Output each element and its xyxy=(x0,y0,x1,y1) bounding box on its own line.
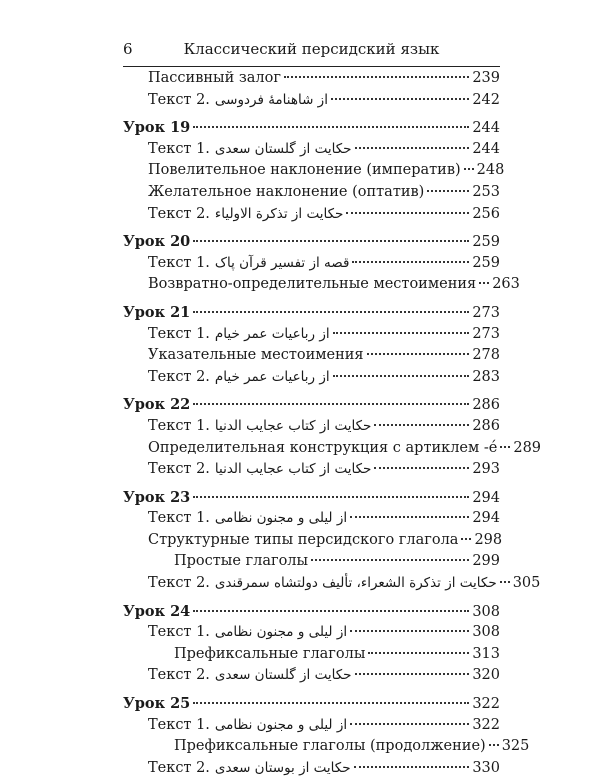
dot-leader xyxy=(193,403,469,405)
toc-entry-persian-title: از لیلی و مجنون نظامی xyxy=(214,510,348,527)
toc-entry-title xyxy=(123,695,190,712)
dot-leader xyxy=(355,673,470,675)
dot-leader xyxy=(500,581,510,583)
toc-entry-row xyxy=(123,141,500,163)
toc-entry-label: Префиксальные глаголы (продолжение) xyxy=(174,738,486,755)
toc-page-number: 308 xyxy=(472,624,500,641)
toc-entry-title xyxy=(148,510,347,526)
toc-entry-row xyxy=(123,206,500,228)
toc-page-number: 263 xyxy=(492,276,520,293)
toc-entry-row xyxy=(123,326,500,348)
page-header xyxy=(123,40,500,67)
toc-entry-label: Текст 1. xyxy=(148,624,210,641)
toc-entry-title xyxy=(148,326,330,342)
toc-lesson-row xyxy=(123,603,500,625)
dot-leader xyxy=(284,76,469,78)
toc-lesson-row xyxy=(123,396,500,418)
toc-entry-title xyxy=(148,141,352,157)
dot-leader xyxy=(354,766,470,768)
toc-lesson-row xyxy=(123,489,500,511)
toc-entry-row xyxy=(123,162,505,184)
toc-page-number: 256 xyxy=(472,205,500,222)
dot-leader xyxy=(352,261,469,263)
toc-entry-title xyxy=(123,603,190,620)
dot-leader xyxy=(479,282,489,284)
dot-leader xyxy=(331,98,469,100)
toc-entry-persian-title: حکایت از تذکرة الشعراء، تألیف دولتشاه سمرقندی xyxy=(214,575,497,592)
toc-page-number: 308 xyxy=(472,603,500,620)
toc-entry-title xyxy=(148,461,371,477)
toc-entry-row xyxy=(123,418,500,440)
toc-entry-row xyxy=(123,624,500,646)
toc-entry-label: Текст 1. xyxy=(148,716,210,733)
toc-entry-persian-title: حکایت از کتاب عجایب الدنیا xyxy=(214,461,372,478)
toc-entry-title xyxy=(148,717,347,733)
toc-entry-label: Текст 2. xyxy=(148,205,210,222)
toc-lesson-row xyxy=(123,304,500,326)
toc-entry-title xyxy=(148,70,281,86)
toc-entry-label: Текст 1. xyxy=(148,417,210,434)
dot-leader xyxy=(350,723,469,725)
toc-entry-title xyxy=(148,667,352,683)
toc-entry-row xyxy=(123,575,541,597)
running-title: Классический персидский язык xyxy=(183,40,440,58)
toc-entry-label: Простые глаголы xyxy=(174,553,309,570)
toc-entry-persian-title: قصه از تفسیر قرآن پاک xyxy=(214,254,350,271)
toc-entry-row xyxy=(123,510,500,532)
toc-entry-label: Урок 19 xyxy=(123,119,191,137)
dot-leader xyxy=(464,168,474,170)
toc-entry-label: Указательные местоимения xyxy=(148,347,364,364)
dot-leader xyxy=(461,538,471,540)
toc-page-number: 248 xyxy=(476,162,505,179)
toc-entry-title xyxy=(148,760,351,776)
toc-page-number: 325 xyxy=(501,738,530,755)
toc-entry-title xyxy=(148,440,497,456)
toc-entry-persian-title: حکایت از بوستان سعدی xyxy=(214,759,351,776)
toc-entry-label: Префиксальные глаголы xyxy=(174,645,366,662)
toc-entry-label: Урок 22 xyxy=(123,396,191,414)
toc-page-number: 273 xyxy=(472,304,500,321)
toc-entry-title xyxy=(123,119,190,136)
toc-entry-label: Урок 25 xyxy=(123,695,191,713)
toc-page-number: 322 xyxy=(472,716,500,733)
toc-page-number: 239 xyxy=(472,70,500,86)
toc-page-number: 286 xyxy=(472,397,500,414)
toc-page-number: 320 xyxy=(472,667,500,684)
toc-entry-title xyxy=(123,396,190,413)
toc-entry-label: Повелительное наклонение (императив) xyxy=(148,162,461,179)
toc-entry-row xyxy=(123,760,500,781)
dot-leader xyxy=(427,190,469,192)
toc-entry-label: Урок 23 xyxy=(123,488,191,506)
dot-leader xyxy=(193,311,469,313)
toc-lesson-row xyxy=(123,695,500,717)
toc-entry-title xyxy=(148,206,343,222)
toc-entry-row xyxy=(123,276,520,298)
toc-entry-row xyxy=(123,553,500,575)
toc-entry-title xyxy=(148,347,364,363)
dot-leader xyxy=(193,496,469,498)
toc-entry-label: Текст 1. xyxy=(148,510,210,527)
dot-leader xyxy=(193,702,469,704)
toc-entry-title xyxy=(148,255,349,271)
toc-entry-label: Структурные типы персидского глагола xyxy=(148,531,459,548)
dot-leader xyxy=(368,652,469,654)
toc-page-number: 299 xyxy=(472,553,500,570)
toc-entry-persian-title: حکایت از گلستان سعدی xyxy=(214,140,352,157)
toc-entry-row xyxy=(123,646,500,668)
toc-entry-label: Текст 2. xyxy=(148,461,210,478)
toc-page-number: 322 xyxy=(472,696,500,713)
toc-entry-row xyxy=(123,70,500,92)
toc-page-number: 293 xyxy=(472,461,500,478)
toc-entry-label: Текст 2. xyxy=(148,575,210,592)
dot-leader xyxy=(193,126,469,128)
toc-page-number: 244 xyxy=(472,120,500,137)
toc-lesson-row xyxy=(123,119,500,141)
toc-entry-label: Текст 2. xyxy=(148,759,210,776)
dot-leader xyxy=(500,446,510,448)
toc-page-number: 289 xyxy=(513,439,542,456)
toc-page-number: 278 xyxy=(472,347,500,364)
toc-entry-persian-title: از شاهنامهٔ فردوسی xyxy=(214,91,328,108)
toc-entry-title xyxy=(174,553,308,569)
toc-entry-title xyxy=(123,489,190,506)
toc-entry-persian-title: حکایت از کتاب عجایب الدنیا xyxy=(214,417,372,434)
toc-page-number: 286 xyxy=(472,417,500,434)
toc-page-number: 259 xyxy=(472,254,500,271)
toc-entry-label: Определительная конструкция с артиклем -é xyxy=(148,439,498,456)
toc-entry-row xyxy=(123,255,500,277)
toc-entry-row xyxy=(123,738,530,760)
toc-entry-row xyxy=(123,184,500,206)
dot-leader xyxy=(374,467,469,469)
toc-entry-label: Урок 24 xyxy=(123,602,191,620)
dot-leader xyxy=(193,240,469,242)
dot-leader xyxy=(489,744,499,746)
toc-entry-title xyxy=(148,162,461,178)
toc-entry-label: Текст 1. xyxy=(148,140,210,157)
toc-entry-row xyxy=(123,369,500,391)
toc-entry-title xyxy=(148,624,347,640)
toc-page-number: 283 xyxy=(472,368,500,385)
toc-page-number: 244 xyxy=(472,140,500,157)
toc-entry-label: Желательное наклонение (оптатив) xyxy=(148,183,425,200)
dot-leader xyxy=(333,332,470,334)
toc-entry-title xyxy=(148,575,497,591)
toc-entry-title xyxy=(148,184,424,200)
toc-page-number: 273 xyxy=(472,325,500,342)
dot-leader xyxy=(355,147,470,149)
toc-page-number: 253 xyxy=(472,183,500,200)
toc-entry-title xyxy=(148,369,330,385)
toc-entry-label: Урок 20 xyxy=(123,233,191,251)
toc-page-number: 298 xyxy=(474,531,503,548)
toc-entry-row xyxy=(123,531,503,554)
toc-entry-row xyxy=(123,717,500,739)
page-number: 6 xyxy=(123,40,133,58)
toc-entry-persian-title: از لیلی و مجنون نظامی xyxy=(214,716,348,733)
toc-entry-label: Возвратно-определительные местоимения xyxy=(148,276,477,293)
toc-entry-persian-title: حکایت از گلستان سعدی xyxy=(214,667,352,684)
toc-entry-title xyxy=(148,92,328,108)
toc-page-number: 294 xyxy=(472,489,500,506)
dot-leader xyxy=(193,610,469,612)
toc-entry-persian-title: حکایت از تذکرة الاولیاء xyxy=(214,205,344,222)
toc-entry-title xyxy=(123,304,190,321)
toc-entry-title xyxy=(148,418,371,434)
table-of-contents xyxy=(123,70,542,781)
toc-entry-title xyxy=(174,646,365,662)
toc-entry-row xyxy=(123,92,500,114)
toc-entry-label: Пассивный залог xyxy=(148,70,281,86)
dot-leader xyxy=(367,353,470,355)
toc-entry-label: Текст 2. xyxy=(148,91,210,108)
dot-leader xyxy=(374,424,469,426)
toc-entry-row xyxy=(123,667,500,689)
toc-entry-label: Урок 21 xyxy=(123,303,191,321)
toc-page-number: 294 xyxy=(472,510,500,527)
toc-entry-persian-title: از رباعیات عمر خیام xyxy=(214,325,330,342)
dot-leader xyxy=(333,375,470,377)
toc-entry-label: Текст 1. xyxy=(148,254,210,271)
toc-entry-title xyxy=(148,276,476,292)
toc-entry-label: Текст 2. xyxy=(148,667,210,684)
toc-entry-row xyxy=(123,439,542,462)
toc-page-number: 259 xyxy=(472,234,500,251)
dot-leader xyxy=(350,630,469,632)
toc-entry-persian-title: از لیلی و مجنون نظامی xyxy=(214,624,348,641)
toc-entry-persian-title: از رباعیات عمر خیام xyxy=(214,368,330,385)
toc-entry-title xyxy=(123,233,190,250)
toc-page-number: 305 xyxy=(512,575,541,592)
toc-page-number: 330 xyxy=(472,759,500,776)
dot-leader xyxy=(350,516,469,518)
dot-leader xyxy=(311,559,469,561)
toc-lesson-row xyxy=(123,233,500,255)
toc-entry-row xyxy=(123,347,500,369)
toc-entry-row xyxy=(123,461,500,483)
toc-entry-title xyxy=(174,738,486,754)
toc-entry-label: Текст 2. xyxy=(148,368,210,385)
toc-page-number: 313 xyxy=(472,645,500,662)
toc-entry-title xyxy=(148,532,458,548)
toc-entry-label: Текст 1. xyxy=(148,325,210,342)
dot-leader xyxy=(346,212,469,214)
toc-page-number: 242 xyxy=(472,91,500,108)
